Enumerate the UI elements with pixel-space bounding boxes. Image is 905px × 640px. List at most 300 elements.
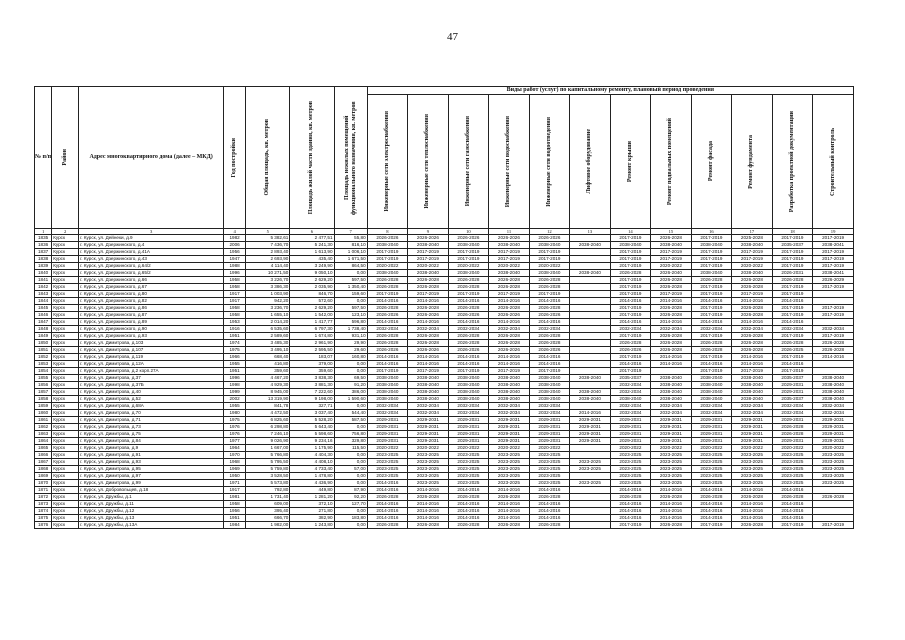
living-area-cell: 1 542,00 bbox=[290, 312, 334, 319]
work-period-cell: 2023-2025 bbox=[367, 452, 408, 459]
district-cell: Курск bbox=[52, 445, 79, 452]
work-period-cell bbox=[570, 249, 611, 256]
address-cell: г. Курск, ул. Дзержинского, д.86 bbox=[79, 305, 224, 312]
year-cell: 1976 bbox=[224, 431, 246, 438]
work-period-cell bbox=[813, 319, 854, 326]
nonres-area-cell: 160,80 bbox=[334, 354, 367, 361]
work-period-cell: 2029-2031 bbox=[489, 438, 530, 445]
work-period-cell bbox=[570, 284, 611, 291]
work-period-cell: 2014-2016 bbox=[489, 515, 530, 522]
year-cell: 1951 bbox=[224, 368, 246, 375]
year-cell: 1988 bbox=[224, 263, 246, 270]
address-cell: г. Курск, ул. Дружбы, д.13 bbox=[79, 515, 224, 522]
district-cell: Курск bbox=[52, 361, 79, 368]
work-period-cell bbox=[570, 522, 611, 529]
work-period-cell: 2029-2031 bbox=[691, 424, 732, 431]
work-period-cell: 2029-2031 bbox=[610, 417, 651, 424]
living-area-cell: 846,70 bbox=[290, 291, 334, 298]
header-work-4: Инженерные сети водоснабжения bbox=[489, 95, 530, 229]
work-period-cell: 2026-2028 bbox=[732, 347, 773, 354]
work-period-cell bbox=[570, 256, 611, 263]
work-period-cell: 2032-2034 bbox=[610, 389, 651, 396]
total-area-cell: 416,80 bbox=[246, 361, 290, 368]
work-period-cell: 2026-2026 bbox=[448, 347, 489, 354]
table-row bbox=[35, 326, 854, 333]
work-period-cell: 2014-2016 bbox=[691, 319, 732, 326]
nonres-area-cell: 0,00 bbox=[334, 424, 367, 431]
table-row bbox=[35, 459, 854, 466]
year-cell: 1975 bbox=[224, 417, 246, 424]
total-area-cell: 5 795,50 bbox=[246, 459, 290, 466]
address-cell: г. Курск, ул. Дзержинского, д.4 bbox=[79, 242, 224, 249]
work-period-cell: 2014-2016 bbox=[448, 515, 489, 522]
year-cell: 1974 bbox=[224, 340, 246, 347]
living-area-cell: 3 838,30 bbox=[290, 375, 334, 382]
total-area-cell: 4 467,20 bbox=[246, 375, 290, 382]
work-period-cell: 2038-2040 bbox=[813, 396, 854, 403]
work-period-cell: 2017-2019 bbox=[448, 291, 489, 298]
work-period-cell: 2026-2028 bbox=[732, 522, 773, 529]
nonres-area-cell: 0,00 bbox=[334, 522, 367, 529]
district-cell: Курск bbox=[52, 382, 79, 389]
column-number: 7 bbox=[334, 229, 367, 235]
total-area-cell: 1 003,90 bbox=[246, 291, 290, 298]
header-work-12: Строительный контроль bbox=[813, 95, 854, 229]
work-period-cell: 2017-2019 bbox=[651, 291, 692, 298]
work-period-cell: 2023-2025 bbox=[691, 480, 732, 487]
work-period-cell: 2026-2028 bbox=[610, 494, 651, 501]
work-period-cell: 2032-2034 bbox=[448, 326, 489, 333]
work-period-cell: 2038-2040 bbox=[529, 375, 570, 382]
district-cell: Курск bbox=[52, 319, 79, 326]
work-period-cell: 2026-2028 bbox=[651, 235, 692, 242]
total-area-cell: 6 825,60 bbox=[246, 417, 290, 424]
row-number: 1856 bbox=[35, 382, 52, 389]
work-period-cell: 2026-2028 bbox=[651, 522, 692, 529]
row-number: 1845 bbox=[35, 305, 52, 312]
address-cell: г. Курск, ул. Димитрова, д.99 bbox=[79, 480, 224, 487]
year-cell: 1955 bbox=[224, 361, 246, 368]
work-period-cell: 2032-2034 bbox=[691, 326, 732, 333]
table-row bbox=[35, 466, 854, 473]
total-area-cell: 13 319,90 bbox=[246, 396, 290, 403]
work-period-cell: 2014-2016 bbox=[529, 508, 570, 515]
table-row bbox=[35, 417, 854, 424]
total-area-cell: 4 929,30 bbox=[246, 382, 290, 389]
year-cell: 1916 bbox=[224, 326, 246, 333]
work-period-cell: 2026-2028 bbox=[448, 277, 489, 284]
table-row bbox=[35, 270, 854, 277]
work-period-cell: 2014-2016 bbox=[610, 508, 651, 515]
work-period-cell: 2014-2016 bbox=[772, 515, 813, 522]
column-number: 2 bbox=[52, 229, 79, 235]
work-period-cell: 2017-2019 bbox=[813, 256, 854, 263]
address-cell: г. Курск, ул. Дейнеки, д.9 bbox=[79, 235, 224, 242]
living-area-cell: 359,60 bbox=[290, 368, 334, 375]
year-cell: 1970 bbox=[224, 452, 246, 459]
work-period-cell: 2017-2019 bbox=[489, 256, 530, 263]
work-period-cell: 2017-2019 bbox=[610, 312, 651, 319]
work-period-cell: 2026-2028 bbox=[367, 522, 408, 529]
work-period-cell: 2035-2037 bbox=[772, 375, 813, 382]
work-period-cell: 2026-2028 bbox=[772, 494, 813, 501]
work-period-cell: 2026-2028 bbox=[489, 284, 530, 291]
living-area-cell: 3 037,40 bbox=[290, 410, 334, 417]
row-number: 1865 bbox=[35, 445, 52, 452]
work-period-cell: 2026-2026 bbox=[529, 312, 570, 319]
work-period-cell: 2023-2025 bbox=[610, 480, 651, 487]
total-area-cell: 2 589,60 bbox=[246, 333, 290, 340]
work-period-cell: 2038-2040 bbox=[489, 396, 530, 403]
living-area-cell: 382,90 bbox=[290, 515, 334, 522]
work-period-cell: 2017-2019 bbox=[367, 368, 408, 375]
nonres-area-cell: 0,00 bbox=[334, 452, 367, 459]
work-period-cell: 2014-2016 bbox=[772, 508, 813, 515]
work-period-cell: 2017-2019 bbox=[610, 354, 651, 361]
living-area-cell: 4 436,90 bbox=[290, 480, 334, 487]
work-period-cell: 2023-2025 bbox=[570, 480, 611, 487]
work-period-cell: 2029-2031 bbox=[610, 424, 651, 431]
column-number: 17 bbox=[732, 229, 773, 235]
header-work-11: Разработка проектной документации bbox=[772, 95, 813, 229]
work-period-cell: 2029-2031 bbox=[448, 431, 489, 438]
district-cell: Курск bbox=[52, 291, 79, 298]
address-cell: г. Курск, ул. Димитрова, д.75 bbox=[79, 431, 224, 438]
work-period-cell: 2032-2034 bbox=[529, 403, 570, 410]
work-period-cell: 2020-2022 bbox=[691, 445, 732, 452]
work-period-cell: 2038-2040 bbox=[448, 382, 489, 389]
header-nonres-area: Площадь нежилых помещений функционального назначения, кв. метров bbox=[334, 87, 367, 229]
work-period-cell: 2026-2028 bbox=[448, 340, 489, 347]
row-number: 1836 bbox=[35, 242, 52, 249]
work-period-cell: 2038-2040 bbox=[408, 382, 449, 389]
total-area-cell: 6 535,60 bbox=[246, 326, 290, 333]
table-row bbox=[35, 487, 854, 494]
work-period-cell: 2014-2016 bbox=[691, 508, 732, 515]
total-area-cell: 3 386,30 bbox=[246, 284, 290, 291]
work-period-cell: 2026-2028 bbox=[610, 340, 651, 347]
row-number: 1850 bbox=[35, 340, 52, 347]
work-period-cell: 2017-2019 bbox=[772, 235, 813, 242]
work-period-cell: 2026-2026 bbox=[408, 347, 449, 354]
work-period-cell: 2029-2031 bbox=[529, 431, 570, 438]
work-period-cell: 2017-2019 bbox=[489, 249, 530, 256]
table-row bbox=[35, 256, 854, 263]
work-period-cell: 2025-2028 bbox=[732, 235, 773, 242]
total-area-cell: 1 655,10 bbox=[246, 312, 290, 319]
row-number: 1871 bbox=[35, 487, 52, 494]
work-period-cell: 2017-2019 bbox=[408, 291, 449, 298]
work-period-cell: 2026-2028 bbox=[448, 284, 489, 291]
nonres-area-cell: 29,90 bbox=[334, 340, 367, 347]
work-period-cell bbox=[570, 235, 611, 242]
work-period-cell: 2014-2016 bbox=[408, 361, 449, 368]
address-cell: г. Курск, ул. Дзержинского, д.43 bbox=[79, 256, 224, 263]
work-period-cell: 2038-2040 bbox=[489, 389, 530, 396]
capital-repair-table-container bbox=[34, 86, 854, 529]
work-period-cell: 2026-2040 bbox=[651, 270, 692, 277]
district-cell: Курск bbox=[52, 522, 79, 529]
table-row bbox=[35, 284, 854, 291]
work-period-cell: 2038-2040 bbox=[529, 382, 570, 389]
living-area-cell: 183,07 bbox=[290, 354, 334, 361]
living-area-cell: 3 881,30 bbox=[290, 382, 334, 389]
nonres-area-cell: 0,00 bbox=[334, 298, 367, 305]
work-period-cell: 2023-2025 bbox=[732, 473, 773, 480]
nonres-area-cell: 0,00 bbox=[334, 480, 367, 487]
work-period-cell: 2017-2019 bbox=[772, 368, 813, 375]
header-year: Год постройки bbox=[224, 87, 246, 229]
header-total-area: Общая площадь, кв. метров bbox=[246, 87, 290, 229]
work-period-cell: 2032-2034 bbox=[489, 403, 530, 410]
row-number: 1873 bbox=[35, 501, 52, 508]
district-cell: Курск bbox=[52, 242, 79, 249]
row-number: 1875 bbox=[35, 515, 52, 522]
work-period-cell: 2026-2026 bbox=[448, 312, 489, 319]
row-number: 1840 bbox=[35, 270, 52, 277]
living-area-cell: 3 249,90 bbox=[290, 263, 334, 270]
work-period-cell: 2029-2031 bbox=[813, 438, 854, 445]
year-cell: 2006 bbox=[224, 242, 246, 249]
work-period-cell: 2014-2016 bbox=[367, 361, 408, 368]
work-period-cell: 2014-2016 bbox=[489, 487, 530, 494]
column-number: 13 bbox=[570, 229, 611, 235]
nonres-area-cell: 69,50 bbox=[334, 375, 367, 382]
work-period-cell: 2026-2026 bbox=[489, 312, 530, 319]
living-area-cell: 2 035,90 bbox=[290, 284, 334, 291]
table-row bbox=[35, 291, 854, 298]
work-period-cell: 2032-2034 bbox=[691, 403, 732, 410]
work-period-cell: 2026-2026 bbox=[489, 235, 530, 242]
district-cell: Курск bbox=[52, 249, 79, 256]
table-row bbox=[35, 452, 854, 459]
address-cell: г. Курск, ул. Дружбы, д.13А bbox=[79, 522, 224, 529]
work-period-cell bbox=[570, 494, 611, 501]
work-period-cell: 2038-2040 bbox=[691, 382, 732, 389]
nonres-area-cell: 0,00 bbox=[334, 403, 367, 410]
work-period-cell: 2032-2034 bbox=[610, 326, 651, 333]
total-area-cell: 942,20 bbox=[246, 298, 290, 305]
year-cell: 1982 bbox=[224, 235, 246, 242]
work-period-cell: 2017-2019 bbox=[772, 305, 813, 312]
address-cell: г. Курск, ул. Дзержинского, д.67 bbox=[79, 284, 224, 291]
work-period-cell bbox=[570, 319, 611, 326]
work-period-cell: 2038-2040 bbox=[570, 389, 611, 396]
work-period-cell: 2014-2016 bbox=[448, 487, 489, 494]
work-period-cell: 2035-2037 bbox=[772, 242, 813, 249]
work-period-cell: 2023-2025 bbox=[691, 452, 732, 459]
work-period-cell: 2023-2025 bbox=[408, 473, 449, 480]
work-period-cell: 2014-2016 bbox=[489, 354, 530, 361]
living-area-cell: 9 198,00 bbox=[290, 396, 334, 403]
living-area-cell: 379,00 bbox=[290, 361, 334, 368]
header-works-group: Виды работ (услуг) по капитальному ремонту, плановый период проведения bbox=[367, 87, 853, 95]
work-period-cell: 2029-2031 bbox=[732, 431, 773, 438]
district-cell: Курск bbox=[52, 256, 79, 263]
column-number: 1 bbox=[35, 229, 52, 235]
row-number: 1870 bbox=[35, 480, 52, 487]
work-period-cell: 2026-2028 bbox=[691, 347, 732, 354]
work-period-cell: 2014-2016 bbox=[691, 487, 732, 494]
nonres-area-cell: 29,60 bbox=[334, 347, 367, 354]
work-period-cell: 2032-2034 bbox=[529, 410, 570, 417]
work-period-cell: 2026-2028 bbox=[732, 312, 773, 319]
work-period-cell: 2020-2022 bbox=[448, 263, 489, 270]
address-cell: г. Курск, ул. Дзержинского, д.90 bbox=[79, 326, 224, 333]
work-period-cell: 2029-2031 bbox=[408, 431, 449, 438]
work-period-cell: 2017-2019 bbox=[813, 249, 854, 256]
district-cell: Курск bbox=[52, 494, 79, 501]
district-cell: Курск bbox=[52, 277, 79, 284]
address-cell: г. Курск, ул. Дзержинского, д.93 bbox=[79, 333, 224, 340]
work-period-cell bbox=[570, 361, 611, 368]
work-period-cell: 2026-2029 bbox=[813, 277, 854, 284]
nonres-area-cell: 0,00 bbox=[334, 270, 367, 277]
work-period-cell: 2017-2019 bbox=[610, 333, 651, 340]
work-period-cell: 2026-2028 bbox=[772, 431, 813, 438]
work-period-cell: 2038-2040 bbox=[732, 242, 773, 249]
work-period-cell: 2023-2025 bbox=[732, 452, 773, 459]
work-period-cell: 2014-2016 bbox=[570, 410, 611, 417]
work-period-cell: 2038-2040 bbox=[448, 389, 489, 396]
work-period-cell: 2029-2031 bbox=[610, 431, 651, 438]
nonres-area-cell: 1 350,40 bbox=[334, 284, 367, 291]
work-period-cell: 2020-2022 bbox=[529, 445, 570, 452]
address-cell: г. Курск, ул. Дзержинского, д.65/2 bbox=[79, 270, 224, 277]
nonres-area-cell: 115,50 bbox=[334, 445, 367, 452]
living-area-cell: 1 281,20 bbox=[290, 494, 334, 501]
address-cell: г. Курск, ул. Димитрова, д.37Б bbox=[79, 382, 224, 389]
work-period-cell: 2032-2034 bbox=[367, 403, 408, 410]
work-period-cell: 2017-2019 bbox=[610, 256, 651, 263]
work-period-cell: 2026-2026 bbox=[367, 312, 408, 319]
work-period-cell: 2017-2019 bbox=[367, 291, 408, 298]
address-cell: г. Курск, ул. Димитрова, д.68А bbox=[79, 403, 224, 410]
work-period-cell: 2023-2025 bbox=[529, 452, 570, 459]
work-period-cell: 2017-2019 bbox=[732, 249, 773, 256]
work-period-cell: 2026-2028 bbox=[367, 277, 408, 284]
work-period-cell: 2014-2016 bbox=[448, 508, 489, 515]
nonres-area-cell: 92,20 bbox=[334, 494, 367, 501]
address-cell: г. Курск, ул. Димитрова, д.40 bbox=[79, 389, 224, 396]
work-period-cell: 2020-2022 bbox=[367, 445, 408, 452]
work-period-cell: 2029-2031 bbox=[570, 424, 611, 431]
work-period-cell: 2017-2019 bbox=[610, 249, 651, 256]
work-period-cell bbox=[570, 305, 611, 312]
work-period-cell: 2038-2041 bbox=[813, 270, 854, 277]
work-period-cell: 2014-2016 bbox=[610, 298, 651, 305]
work-period-cell: 2026-2028 bbox=[813, 340, 854, 347]
year-cell: 1958 bbox=[224, 284, 246, 291]
work-period-cell: 2023-2025 bbox=[367, 473, 408, 480]
row-number: 1855 bbox=[35, 375, 52, 382]
work-period-cell: 2017-2019 bbox=[691, 249, 732, 256]
row-number: 1847 bbox=[35, 319, 52, 326]
nonres-area-cell: 57,00 bbox=[334, 466, 367, 473]
work-period-cell: 2026-2028 bbox=[408, 333, 449, 340]
year-cell: 1951 bbox=[224, 515, 246, 522]
district-cell: Курск bbox=[52, 410, 79, 417]
total-area-cell: 3 528,50 bbox=[246, 473, 290, 480]
work-period-cell: 2026-2028 bbox=[772, 340, 813, 347]
column-number: 15 bbox=[651, 229, 692, 235]
address-cell: г. Курск, ул. Димитрова, д.12А bbox=[79, 361, 224, 368]
work-period-cell: 2014-2016 bbox=[610, 319, 651, 326]
work-period-cell: 2026-2028 bbox=[367, 284, 408, 291]
work-period-cell: 2026-2028 bbox=[529, 284, 570, 291]
work-period-cell: 2032-2034 bbox=[651, 326, 692, 333]
row-number: 1860 bbox=[35, 410, 52, 417]
work-period-cell: 2014-2016 bbox=[489, 298, 530, 305]
work-period-cell: 2029-2031 bbox=[489, 431, 530, 438]
year-cell: 1980 bbox=[224, 410, 246, 417]
work-period-cell: 2029-2031 bbox=[651, 431, 692, 438]
living-area-cell: 9 050,10 bbox=[290, 270, 334, 277]
work-period-cell: 2029-2031 bbox=[448, 424, 489, 431]
work-period-cell: 2029-2031 bbox=[772, 417, 813, 424]
nonres-area-cell: 0,00 bbox=[334, 473, 367, 480]
table-body bbox=[35, 235, 854, 529]
living-area-cell: 2 961,90 bbox=[290, 340, 334, 347]
year-cell: 1958 bbox=[224, 501, 246, 508]
address-cell: г. Курск, ул. Димитрова, д.9 bbox=[79, 445, 224, 452]
address-cell: г. Курск, ул. Димитрова, д.97 bbox=[79, 473, 224, 480]
work-period-cell: 2026-2028 bbox=[408, 284, 449, 291]
work-period-cell: 2026-2028 bbox=[732, 305, 773, 312]
header-living-area: Площадь жилой части здания, кв. метров bbox=[290, 87, 334, 229]
work-period-cell: 2026-2028 bbox=[489, 277, 530, 284]
work-period-cell: 2014-2016 bbox=[408, 487, 449, 494]
work-period-cell: 2038-2040 bbox=[813, 389, 854, 396]
address-cell: г. Курск, ул. Димитрова, д.52 bbox=[79, 396, 224, 403]
work-period-cell: 2014-2016 bbox=[529, 354, 570, 361]
work-period-cell: 2017-2019 bbox=[772, 354, 813, 361]
work-period-cell: 2032-2034 bbox=[610, 410, 651, 417]
header-no: № п/п bbox=[35, 87, 52, 229]
nonres-area-cell: 127,70 bbox=[334, 501, 367, 508]
total-area-cell: 2 693,90 bbox=[246, 256, 290, 263]
work-period-cell: 2014-2016 bbox=[772, 298, 813, 305]
work-period-cell: 2032-2034 bbox=[772, 326, 813, 333]
work-period-cell: 2038-2040 bbox=[732, 382, 773, 389]
work-period-cell: 2026-2028 bbox=[732, 284, 773, 291]
work-period-cell: 2023-2025 bbox=[813, 473, 854, 480]
total-area-cell: 668,40 bbox=[246, 354, 290, 361]
work-period-cell bbox=[570, 403, 611, 410]
living-area-cell: 435,40 bbox=[290, 256, 334, 263]
work-period-cell: 2014-2016 bbox=[367, 487, 408, 494]
row-number: 1843 bbox=[35, 291, 52, 298]
table-row bbox=[35, 403, 854, 410]
work-period-cell: 2026-2028 bbox=[529, 305, 570, 312]
row-number: 1841 bbox=[35, 277, 52, 284]
work-period-cell: 2014-2016 bbox=[448, 361, 489, 368]
work-period-cell: 2032-2034 bbox=[772, 410, 813, 417]
work-period-cell: 2029-2031 bbox=[529, 424, 570, 431]
work-period-cell: 2026-2028 bbox=[448, 494, 489, 501]
total-area-cell: 792,80 bbox=[246, 487, 290, 494]
nonres-area-cell: 1 006,10 bbox=[334, 249, 367, 256]
work-period-cell: 2026-2028 bbox=[691, 277, 732, 284]
district-cell: Курск bbox=[52, 403, 79, 410]
table-row bbox=[35, 438, 854, 445]
row-number: 1848 bbox=[35, 326, 52, 333]
address-cell: г. Курск, ул. Дружбы, д.11 bbox=[79, 501, 224, 508]
year-cell: 1917 bbox=[224, 487, 246, 494]
district-cell: Курск bbox=[52, 473, 79, 480]
year-cell: 1999 bbox=[224, 389, 246, 396]
work-period-cell: 2038-2040 bbox=[570, 375, 611, 382]
